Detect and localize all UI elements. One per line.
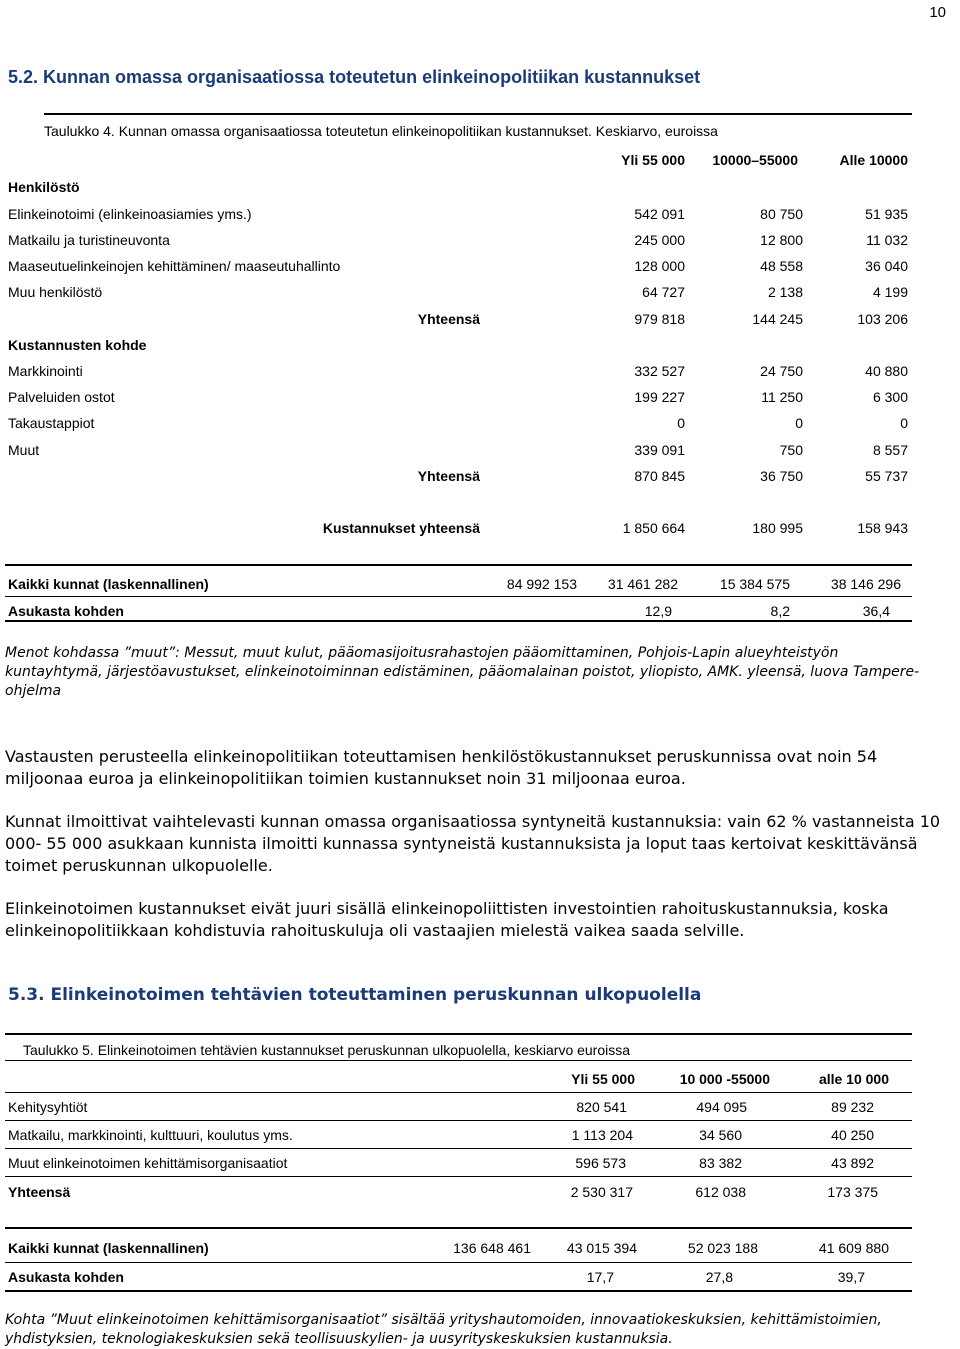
row-label: Kaikki kunnat (laskennallinen): [8, 1240, 209, 1256]
cell: 0: [795, 415, 803, 431]
col-header: alle 10 000: [818, 1071, 889, 1087]
cell: 1 850 664: [622, 520, 685, 536]
table5-rule: [5, 1227, 912, 1229]
cell: 31 461 282: [607, 576, 678, 592]
cell: 12 800: [760, 232, 803, 248]
cell: 596 573: [575, 1155, 626, 1171]
cell: 128 000: [634, 258, 685, 274]
col-header: Alle 10000: [839, 152, 908, 168]
cell: 24 750: [760, 363, 803, 379]
row-label: Yhteensä: [8, 1184, 71, 1200]
cell: 158 943: [857, 520, 908, 536]
cell: 750: [779, 442, 803, 458]
cell: 84 992 153: [506, 576, 577, 592]
cell: 245 000: [634, 232, 685, 248]
row-label: Kaikki kunnat (laskennallinen): [8, 576, 209, 592]
cell: 51 935: [865, 206, 908, 222]
cell: 36 750: [760, 468, 803, 484]
cell: 55 737: [865, 468, 908, 484]
col-header: Yli 55 000: [571, 1071, 635, 1087]
row-label: Takaustappiot: [8, 415, 95, 431]
cell: 11 032: [866, 232, 908, 248]
group-title: Kustannusten kohde: [8, 337, 147, 353]
col-header: 10 000 -55000: [679, 1071, 770, 1087]
grand-total-label: Kustannukset yhteensä: [322, 520, 480, 536]
row-label: Kehitysyhtiöt: [8, 1099, 88, 1115]
row-label: Muut: [8, 442, 40, 458]
table5-rule: [5, 1262, 912, 1263]
paragraph: Kunnat ilmoittivat vaihtelevasti kunnan omassa organisaatiossa syntyneitä kustannuksia: vain 62 % vastanneista 10 000- 55 000 asukkaan kunnista ilmoitti kunnassa syntyneistä kustannuksista ja loput taas kertoivat keskittävänsä toimet peruskunnan ulkopuolelle.: [5, 812, 941, 875]
cell: 332 527: [634, 363, 685, 379]
table4-top-rule: [44, 113, 912, 115]
cell: 40 880: [865, 363, 908, 379]
total-label: Yhteensä: [417, 311, 480, 327]
table4-rule: [5, 596, 912, 597]
cell: 136 648 461: [453, 1240, 531, 1256]
table5-bottom-rule: [5, 1290, 912, 1292]
cell: 43 015 394: [566, 1240, 637, 1256]
cell: 41 609 880: [818, 1240, 889, 1256]
table5-rule: [5, 1092, 912, 1093]
cell: 820 541: [576, 1099, 627, 1115]
cell: 27,8: [705, 1269, 733, 1285]
cell: 11 250: [761, 389, 803, 405]
row-label: Asukasta kohden: [8, 603, 124, 619]
cell: 4 199: [872, 284, 908, 300]
cell: 40 250: [831, 1127, 874, 1143]
cell: 8 557: [872, 442, 908, 458]
table4-rule: [5, 564, 912, 566]
cell: 339 091: [634, 442, 685, 458]
cell: 34 560: [699, 1127, 742, 1143]
cell: 83 382: [699, 1155, 742, 1171]
cell: 0: [900, 415, 908, 431]
cell: 612 038: [695, 1184, 746, 1200]
cell: 80 750: [760, 206, 803, 222]
cell: 48 558: [760, 258, 803, 274]
row-label: Markkinointi: [8, 363, 83, 379]
group-title: Henkilöstö: [8, 179, 80, 195]
table5-caption: Taulukko 5. Elinkeinotoimen tehtävien kustannukset peruskunnan ulkopuolella, keskiarvo euroissa: [23, 1042, 631, 1058]
cell: 8,2: [770, 603, 790, 619]
section-heading-5-3: 5.3. Elinkeinotoimen tehtävien toteuttaminen peruskunnan ulkopuolella: [8, 985, 702, 1005]
table5-top-rule: [5, 1033, 912, 1035]
cell: 52 023 188: [687, 1240, 758, 1256]
paragraph: Vastausten perusteella elinkeinopolitiikan toteuttamisen henkilöstökustannukset peruskunnissa ovat noin 54 miljoonaa euroa ja elinkeinopolitiikan toimien kustannukset noin 31 miljoonaa euroa.: [5, 747, 878, 788]
cell: 36,4: [862, 603, 890, 619]
table4-note: Menot kohdassa ”muut”: Messut, muut kulut, pääomasijoitusrahastojen pääomittaminen, Pohjois-Lapin alueyhteistyön kuntayhtymä, järjestöavustukset, elinkeinotoiminnan edistäminen, pääomalainan poistot, yliopisto, AMK. yleensä, luova Tampere-ohjelma: [5, 645, 920, 699]
cell: 542 091: [634, 206, 685, 222]
cell: 870 845: [634, 468, 685, 484]
cell: 199 227: [634, 389, 685, 405]
table4-bottom-rule: [5, 620, 912, 622]
cell: 979 818: [634, 311, 685, 327]
cell: 43 892: [831, 1155, 874, 1171]
cell: 103 206: [857, 311, 908, 327]
total-label: Yhteensä: [417, 468, 480, 484]
cell: 2 138: [767, 284, 803, 300]
table5-rule: [5, 1060, 912, 1061]
section-heading-5-2: 5.2. Kunnan omassa organisaatiossa toteutetun elinkeinopolitiikan kustannukset: [8, 67, 701, 87]
cell: 144 245: [752, 311, 803, 327]
row-label: Muu henkilöstö: [8, 284, 103, 300]
cell: 89 232: [831, 1099, 874, 1115]
row-label: Matkailu, markkinointi, kulttuuri, koulutus yms.: [8, 1127, 293, 1143]
cell: 64 727: [642, 284, 685, 300]
paragraph: Elinkeinotoimen kustannukset eivät juuri sisällä elinkeinopoliittisten investointien rahoituskustannuksia, koska elinkeinopolitiikkaan kohdistuvia rahoituskuluja oli vastaajien mielestä vaikea saada selville.: [5, 899, 889, 940]
cell: 15 384 575: [719, 576, 790, 592]
row-label: Elinkeinotoimi (elinkeinoasiamies yms.): [8, 206, 252, 222]
col-header: 10000–55000: [712, 152, 798, 168]
cell: 180 995: [752, 520, 803, 536]
cell: 17,7: [586, 1269, 614, 1285]
row-label: Palveluiden ostot: [8, 389, 115, 405]
cell: 173 375: [827, 1184, 878, 1200]
col-header: Yli 55 000: [621, 152, 685, 168]
cell: 2 530 317: [570, 1184, 633, 1200]
row-label: Maaseutuelinkeinojen kehittäminen/ maaseutuhallinto: [8, 258, 341, 274]
table4-caption: Taulukko 4. Kunnan omassa organisaatiossa toteutetun elinkeinopolitiikan kustannukset. Keskiarvo, euroissa: [44, 123, 718, 139]
cell: 39,7: [837, 1269, 865, 1285]
cell: 6 300: [872, 389, 908, 405]
table5-note: Kohta ”Muut elinkeinotoimen kehittämisorganisaatiot” sisältää yrityshautomoiden, innovaatiokeskuksien, kehittämistoimien, yhdistyksien, teknologiakeskuksien sekä teollisuuskylien- ja uusyrityskeskuksien kustannuksia.: [5, 1312, 882, 1347]
cell: 36 040: [865, 258, 908, 274]
cell: 494 095: [696, 1099, 747, 1115]
cell: 12,9: [644, 603, 672, 619]
table5-rule: [5, 1120, 912, 1121]
table5-rule: [5, 1176, 912, 1177]
table5-rule: [5, 1148, 912, 1149]
page-number: 10: [929, 4, 946, 21]
cell: 38 146 296: [830, 576, 901, 592]
row-label: Matkailu ja turistineuvonta: [8, 232, 170, 248]
cell: 0: [677, 415, 685, 431]
row-label: Asukasta kohden: [8, 1269, 124, 1285]
row-label: Muut elinkeinotoimen kehittämisorganisaatiot: [8, 1155, 288, 1171]
cell: 1 113 204: [571, 1127, 633, 1143]
